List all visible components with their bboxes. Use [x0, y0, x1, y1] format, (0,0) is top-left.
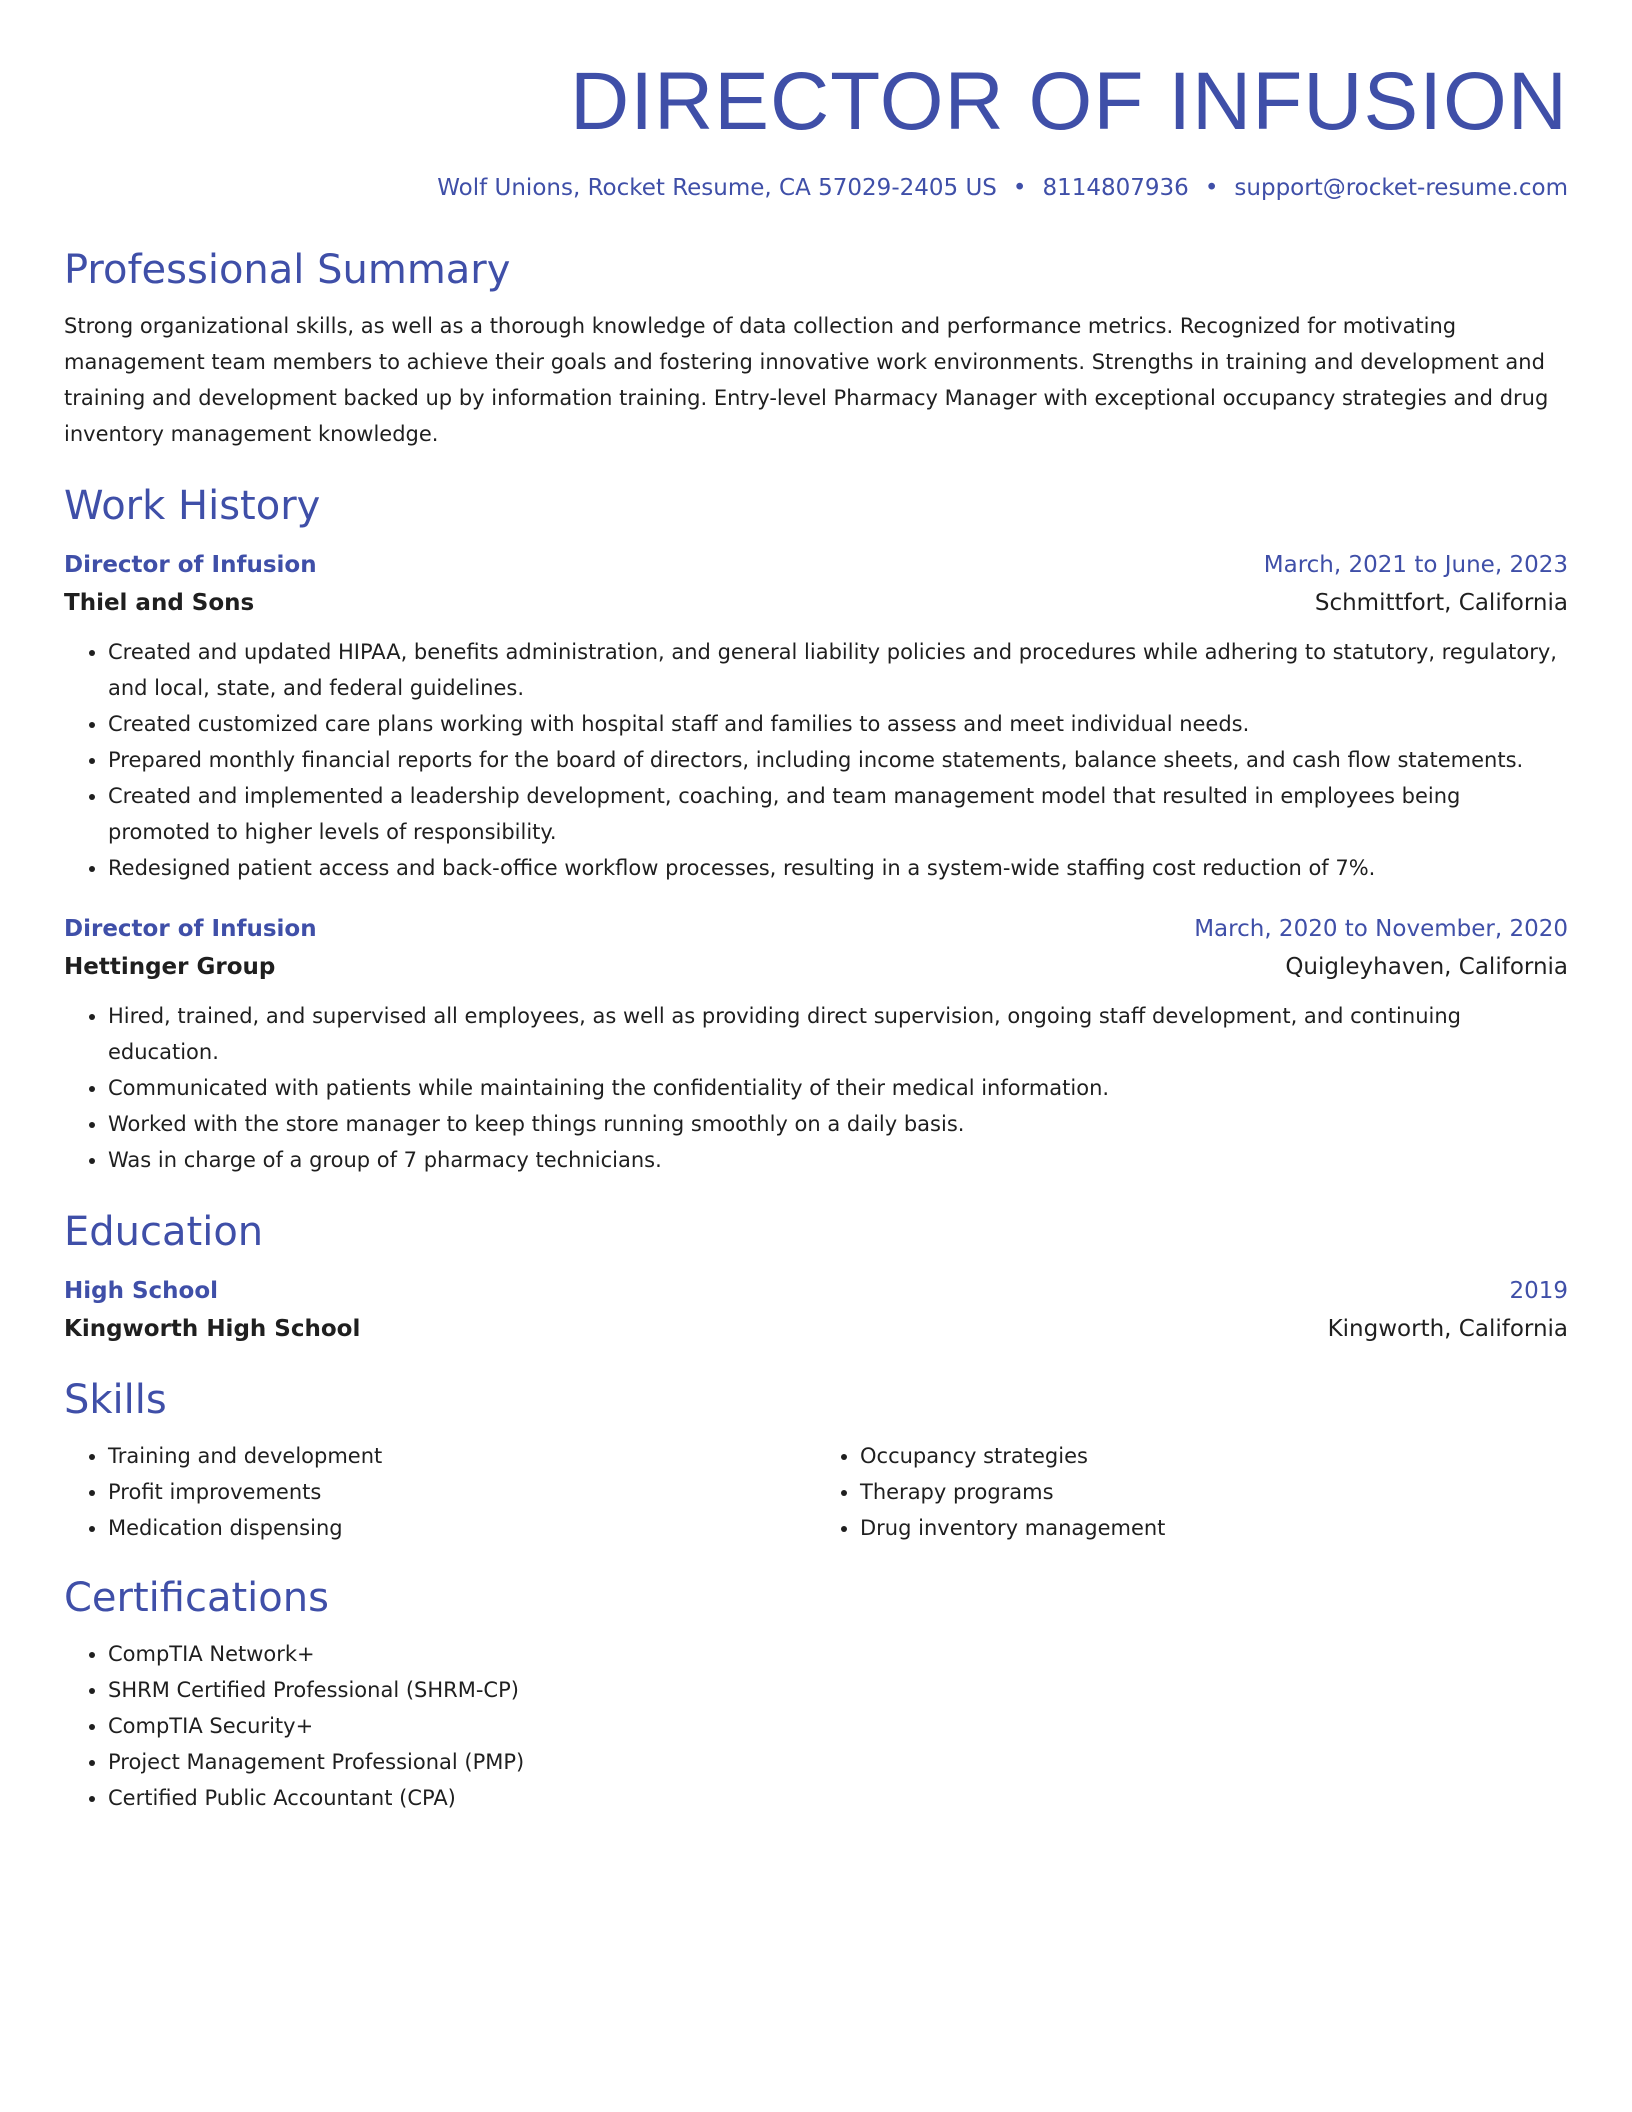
job-bullets [64, 634, 1568, 886]
contact-separator: • [1012, 175, 1027, 201]
job-dates: March, 2021 to June, 2023 [1263, 552, 1568, 578]
certifications-list [64, 1636, 1568, 1816]
education-entry [64, 1272, 1568, 1348]
resume-header [64, 52, 1568, 204]
certifications-heading: Certifications [64, 1575, 329, 1621]
list-item: • Hired, trained, and supervised all employees, as well as providing direct supervision, ongoing staff development, and continuing education. [108, 998, 1568, 1070]
contact-email[interactable]: support@rocket-resume.com [1234, 175, 1568, 201]
skills-heading: Skills [64, 1377, 167, 1423]
list-item: • CompTIA Security+ [108, 1708, 1568, 1744]
list-item: • Created and implemented a leadership development, coaching, and team management model that resulted in employees being promoted to higher levels of responsibility. [108, 778, 1568, 850]
work-history-heading: Work History [64, 483, 321, 529]
list-item: • Prepared monthly financial reports for the board of directors, including income statements, balance sheets, and cash flow statements. [108, 742, 1568, 778]
list-item: • SHRM Certified Professional (SHRM-CP) [108, 1672, 1568, 1708]
job-dates: March, 2020 to November, 2020 [1194, 916, 1568, 942]
education-degree: High School [64, 1278, 219, 1304]
list-item: • Worked with the store manager to keep things running smoothly on a daily basis. [108, 1106, 1568, 1142]
contact-address: Wolf Unions, Rocket Resume, CA 57029-2405 US [437, 175, 997, 201]
job-location: Schmittfort, California [1314, 590, 1568, 616]
list-item: • Created and updated HIPAA, benefits administration, and general liability policies and procedures while adhering to statutory, regulatory, and local, state, and federal guidelines. [108, 634, 1568, 706]
education-school: Kingworth High School [64, 1316, 361, 1342]
list-item: • Created customized care plans working with hospital staff and families to assess and meet individual needs. [108, 706, 1568, 742]
education-year: 2019 [1509, 1278, 1568, 1304]
job-role: Director of Infusion [64, 552, 317, 578]
list-item: • Training and development [108, 1438, 816, 1474]
skills-columns [64, 1438, 1568, 1546]
job-entry [64, 546, 1568, 886]
list-item: • Communicated with patients while maintaining the confidentiality of their medical information. [108, 1070, 1568, 1106]
list-item: • Was in charge of a group of 7 pharmacy technicians. [108, 1142, 1568, 1178]
summary-heading: Professional Summary [64, 247, 511, 293]
contact-phone: 8114807936 [1042, 175, 1189, 201]
list-item: • CompTIA Network+ [108, 1636, 1568, 1672]
job-bullets [64, 998, 1568, 1178]
list-item: • Medication dispensing [108, 1510, 816, 1546]
summary-text: Strong organizational skills, as well as a thorough knowledge of data collection and performance metrics. Recognized for motivating management team members to achieve their goals and fostering innovative work environments. Strengths in training and development and training and development backed up by information training. Entry-level Pharmacy Manager with exceptional occupancy strategies and drug inventory management knowledge. [64, 314, 1549, 446]
job-entry [64, 910, 1568, 1178]
contact-line [64, 172, 1568, 204]
education-heading: Education [64, 1209, 264, 1255]
candidate-name: DIRECTOR OF INFUSION [570, 56, 1568, 147]
contact-separator: • [1204, 175, 1219, 201]
list-item: • Occupancy strategies [860, 1438, 1568, 1474]
job-company: Hettinger Group [64, 954, 276, 980]
list-item: • Project Management Professional (PMP) [108, 1744, 1568, 1780]
job-location: Quigleyhaven, California [1285, 954, 1568, 980]
list-item: • Redesigned patient access and back-office workflow processes, resulting in a system-wide staffing cost reduction of 7%. [108, 850, 1568, 886]
list-item: • Certified Public Accountant (CPA) [108, 1780, 1568, 1816]
job-company: Thiel and Sons [64, 590, 255, 616]
job-role: Director of Infusion [64, 916, 317, 942]
list-item: • Therapy programs [860, 1474, 1568, 1510]
list-item: • Drug inventory management [860, 1510, 1568, 1546]
education-location: Kingworth, California [1327, 1316, 1568, 1342]
list-item: • Profit improvements [108, 1474, 816, 1510]
skills-left-list [64, 1438, 816, 1546]
skills-right-list [816, 1438, 1568, 1546]
